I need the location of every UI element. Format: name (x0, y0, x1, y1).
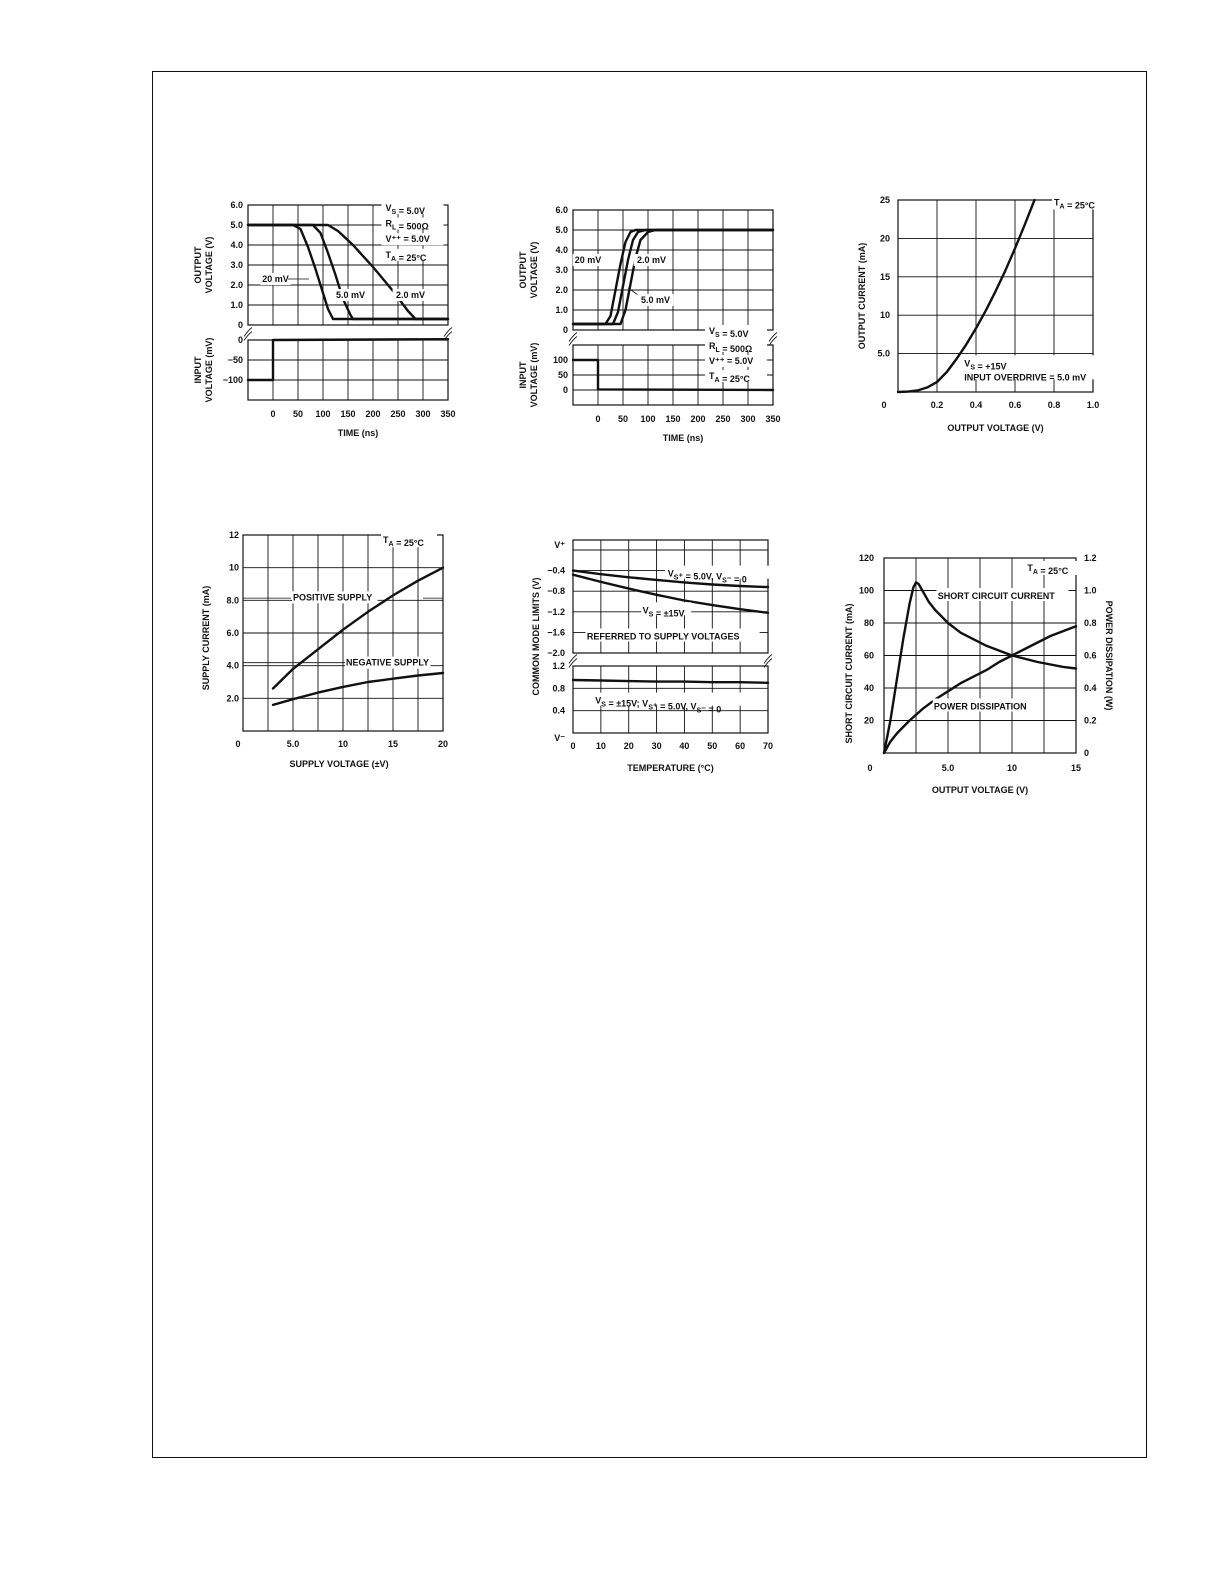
y-tick-label: 0.4 (552, 705, 565, 716)
y-tick-label: 6.0 (226, 628, 239, 638)
y-tick-label: 1.2 (552, 661, 565, 671)
x-tick-label: 0 (595, 414, 601, 424)
annotation-text: INPUT OVERDRIVE = 5.0 mV (964, 372, 1087, 383)
y-tick-label: 50 (557, 370, 568, 380)
y-axis-label-top: OUTPUT (518, 251, 528, 289)
x-tick-label: 350 (765, 414, 781, 424)
y-tick-label: 0.8 (552, 683, 565, 694)
supply-current-chart (195, 525, 465, 775)
y-tick-label: 80 (863, 618, 874, 628)
x-tick-label: 10 (337, 739, 349, 749)
x-tick-label: 0 (881, 400, 887, 410)
short-circuit-chart (840, 548, 1130, 798)
series-label: NEGATIVE SUPPLY (346, 657, 430, 668)
x-tick-label: 200 (690, 414, 706, 424)
y-tick-label: 5.0 (555, 225, 568, 235)
y-tick-label: −100 (222, 375, 243, 385)
y-right-tick-label: 0.8 (1084, 618, 1097, 628)
x-tick-label: 20 (437, 739, 449, 749)
y-axis-label-top: VOLTAGE (V) (204, 236, 214, 294)
y-tick-label: −1.2 (547, 606, 565, 617)
y-tick-label: 10 (879, 310, 890, 321)
axis-break-mark (569, 337, 577, 346)
y-tick-label: 8.0 (226, 595, 239, 606)
condition-text: $T_A = 25^\circ C$ (385, 249, 427, 263)
annotation-text: $T_A = 25^\circ C$ (383, 535, 424, 549)
y-tick-label: 100 (552, 355, 568, 365)
series-label: 20 mV (262, 274, 289, 284)
annotation-text: $V_S = +15V$ (964, 358, 1007, 372)
series-label: 2.0 mV (395, 290, 426, 300)
y-right-tick-label: 0.6 (1084, 650, 1097, 661)
x-tick-label: 200 (365, 409, 381, 419)
x-tick-label: 10 (1006, 763, 1018, 773)
x-tick-label: 0 (570, 741, 576, 751)
y-tick-label: V⁻ (554, 733, 565, 743)
output-current-chart (853, 190, 1113, 440)
y-tick-label: 6.0 (555, 205, 568, 215)
x-axis-label: TIME (ns) (337, 428, 379, 438)
series-label: 5.0 mV (640, 295, 671, 305)
y-tick-label: 0 (562, 385, 568, 395)
series-line-negative-supply (273, 673, 443, 705)
y-axis-label-bottom: VOLTAGE (mV) (529, 342, 539, 408)
x-tick-label: 0.4 (969, 400, 983, 410)
y-tick-label: 5.0 (877, 348, 890, 359)
y-tick-label: 1.0 (555, 305, 568, 315)
x-tick-label: 250 (715, 414, 731, 424)
y-axis-label: SUPPLY CURRENT (mA) (201, 585, 211, 691)
condition-text: $T_A = 25^\circ C$ (709, 371, 750, 384)
series-label: POWER DISSIPATION (933, 701, 1027, 712)
series-label: 5.0 mV (335, 290, 366, 300)
x-tick-label: 20 (623, 741, 634, 751)
y-axis-label: OUTPUT CURRENT (mA) (857, 242, 867, 350)
y-tick-label: 1.0 (230, 300, 243, 310)
y-axis-label-top: OUTPUT (193, 246, 203, 284)
x-tick-label: 150 (340, 409, 356, 419)
response-time-rising-chart (515, 200, 795, 455)
x-tick-label: 50 (617, 414, 629, 424)
y-tick-label: −0.8 (547, 586, 565, 597)
x-tick-label: 50 (707, 741, 718, 751)
y-tick-label: 4.0 (226, 660, 239, 671)
y-tick-label: 25 (879, 195, 890, 205)
y-tick-label: 2.0 (226, 693, 239, 704)
x-tick-label: 350 (440, 409, 456, 419)
axis-break-mark (769, 337, 777, 346)
y-tick-label: 4.0 (230, 240, 243, 250)
y-tick-label: −50 (227, 355, 243, 365)
y-tick-label: 6.0 (230, 200, 243, 210)
x-tick-label: 0.2 (930, 400, 944, 410)
response-time-falling-chart (190, 195, 470, 450)
y-axis-label-bottom: INPUT (193, 356, 203, 384)
common-mode-limits-chart (525, 528, 795, 778)
y-tick-label: 3.0 (230, 260, 243, 270)
series-label: 20 mV (574, 255, 602, 265)
x-tick-label: 0.8 (1047, 400, 1061, 410)
x-tick-label: 40 (679, 741, 690, 751)
annotation-text: REFERRED TO SUPPLY VOLTAGES (586, 631, 740, 642)
x-tick-label: 15 (387, 739, 399, 749)
condition-text: $V_S = 5.0V$ (385, 203, 425, 216)
y-axis-label: SHORT CIRCUIT CURRENT (mA) (844, 603, 854, 744)
y-tick-label: −2.0 (547, 648, 565, 658)
y-tick-label: 4.0 (555, 245, 568, 255)
x-axis-label: TEMPERATURE (°C) (627, 763, 714, 773)
y-axis-label-top: VOLTAGE (V) (529, 241, 539, 299)
y-tick-label: 40 (863, 683, 874, 693)
x-tick-label: 150 (665, 414, 681, 424)
condition-text: $R_L = 500\Omega$ (709, 341, 753, 354)
y-tick-label: 2.0 (230, 280, 243, 290)
y-axis-label: COMMON MODE LIMITS (V) (531, 577, 541, 696)
y-tick-label: 0 (237, 320, 243, 330)
series-label: POSITIVE SUPPLY (293, 592, 373, 603)
axis-break-mark (244, 332, 252, 341)
y-right-tick-label: 1.0 (1084, 585, 1097, 596)
x-axis-label: OUTPUT VOLTAGE (V) (931, 785, 1029, 795)
y-tick-label: −0.4 (547, 565, 565, 576)
x-tick-label: 0 (235, 739, 241, 749)
y-tick-label: 3.0 (555, 265, 568, 275)
series-label: 2.0 mV (636, 255, 667, 265)
x-tick-label: 100 (315, 409, 331, 419)
condition-text: $V_S = 5.0V$ (709, 326, 749, 339)
x-tick-label: 0 (270, 409, 276, 419)
x-axis-label: SUPPLY VOLTAGE (±V) (289, 759, 389, 769)
y-right-axis-label: POWER DISSIPATION (W) (1104, 600, 1114, 711)
x-tick-label: 5.0 (941, 763, 955, 773)
x-tick-label: 0.6 (1008, 400, 1022, 410)
y-tick-label: 5.0 (230, 220, 243, 230)
y-right-tick-label: 1.2 (1084, 553, 1097, 563)
series-line-lower-limit (573, 680, 768, 683)
x-tick-label: 250 (390, 409, 406, 419)
x-axis-label: TIME (ns) (662, 433, 704, 443)
y-right-tick-label: 0.2 (1084, 715, 1097, 726)
y-tick-label: 15 (879, 271, 890, 282)
annotation-text: $T_A = 25^\circ C$ (1054, 197, 1095, 211)
x-tick-label: 1.0 (1086, 400, 1100, 410)
series-line-positive-supply (273, 568, 443, 689)
series-label: $V_S = \pm 15V$ (642, 605, 685, 619)
y-tick-label: 120 (858, 553, 874, 563)
y-right-tick-label: 0 (1084, 748, 1090, 758)
x-tick-label: 300 (740, 414, 756, 424)
condition-text: V⁺⁺ = 5.0V (385, 234, 430, 245)
y-tick-label: 10 (228, 562, 239, 573)
x-tick-label: 300 (415, 409, 431, 419)
y-tick-label: 2.0 (555, 285, 568, 295)
y-tick-label: 0 (237, 335, 243, 345)
x-tick-label: 100 (640, 414, 656, 424)
condition-text: V⁺⁺ = 5.0V (709, 356, 754, 366)
y-tick-label: 0 (562, 325, 568, 335)
x-tick-label: 0 (867, 763, 873, 773)
y-axis-label-bottom: INPUT (518, 361, 528, 389)
y-right-tick-label: 0.4 (1084, 683, 1097, 693)
y-tick-label: V⁺ (554, 540, 565, 550)
y-tick-label: 12 (228, 530, 239, 540)
x-tick-label: 60 (735, 741, 746, 751)
annotation-text: $T_A = 25^\circ C$ (1027, 563, 1069, 576)
y-tick-label: 60 (863, 650, 874, 661)
condition-text: $R_L = 500\Omega$ (385, 218, 429, 232)
series-label: SHORT CIRCUIT CURRENT (937, 591, 1055, 601)
x-tick-label: 15 (1070, 763, 1082, 773)
series-label: $V_S = \pm 15V$; $V_S^+ = 5.0V$, $V_S^- = 0$ (595, 695, 722, 715)
y-tick-label: −1.6 (547, 627, 565, 638)
y-axis-label-bottom: VOLTAGE (mV) (204, 337, 214, 403)
series-label: $V_S^+ = 5.0V$, $V_S^- = 0$ (667, 568, 747, 585)
x-tick-label: 70 (762, 741, 774, 751)
y-tick-label: 20 (863, 715, 874, 726)
x-axis-label: OUTPUT VOLTAGE (V) (947, 423, 1044, 433)
x-tick-label: 10 (595, 741, 606, 751)
x-tick-label: 5.0 (286, 739, 300, 749)
y-tick-label: 100 (858, 585, 874, 596)
x-tick-label: 50 (292, 409, 304, 419)
y-tick-label: 20 (879, 233, 890, 244)
x-tick-label: 30 (651, 741, 662, 751)
